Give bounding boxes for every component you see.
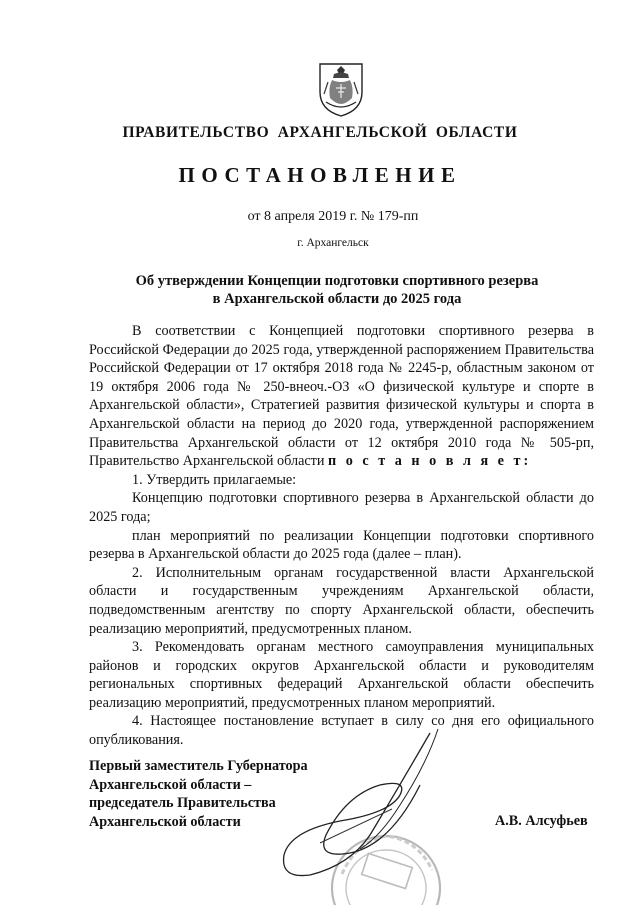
signer-position [89,757,308,831]
decree-word: п о с т а н о в л я е т: [328,453,532,470]
item-3: 3. Рекомендовать органам местного самоуправления муниципальных районов и городских округов Архангельской области и руководителям региональных спортивных федераций Архангельской области обеспечить реализацию мероприятий, предусмотренных планом мероприятий. [89,639,594,711]
document-place: г. Архангельск [297,237,369,249]
signer-position-line-4: Архангельской области [89,813,241,830]
document-date-number: от 8 апреля 2019 г. № 179-пп [247,209,419,224]
item-1-a: Концепцию подготовки спортивного резерва в Архангельской области до 2025 года; [89,490,594,525]
coat-of-arms-icon [316,58,366,118]
item-1-b: план мероприятий по реализации Концепции подготовки спортивного резерва в Архангельской области до 2025 года (далее – план). [89,527,594,563]
organization-name: ПРАВИТЕЛЬСТВО АРХАНГЕЛЬСКОЙ ОБЛАСТИ [122,124,518,141]
title-line-2: в Архангельской области до 2025 года [212,291,462,307]
preamble-paragraph [89,322,594,471]
item-1: 1. Утвердить прилагаемые: [132,471,297,488]
title-line-1: Об утверждении Концепции подготовки спортивного резерва [135,273,539,289]
document-body [89,322,594,750]
document-title [100,272,574,308]
signer-position-line-1: Первый заместитель Губернатора [89,758,308,774]
signer-position-line-2: Архангельской области – [89,776,252,793]
item-4: 4. Настоящее постановление вступает в силу со дня его официального опубликования. [89,713,594,749]
signer-position-line-3: председатель Правительства [89,795,276,812]
preamble-text: В соответствии с Концепцией подготовки спортивного резерва в Российской Федерации до 2025 года, утвержденной распоряжением Правительства Российской Федерации от 17 октября 2018 года № 2245-р, областным законом от 19 октября 2006 года № 250-внеоч.-ОЗ «О физической культуре и спорте в Архангельской области», Стратегией развития физической культуры и спорта в Архангельской области на период до 2020 года, утвержденной распоряжением Правительства Архангельской области от 12 октября 2010 года № 505-рп, Правительство Архангельской области [89,323,594,470]
signer-name: А.В. Алсуфьев [495,813,588,829]
item-2: 2. Исполнительным органам государственной власти Архангельской области и государственным учреждениям Архангельской области, подведомственным агентству по спорту Архангельской области, обеспечить реализацию мероприятий, предусмотренных планом. [89,564,594,637]
document-type: ПОСТАНОВЛЕНИЕ [178,163,462,187]
